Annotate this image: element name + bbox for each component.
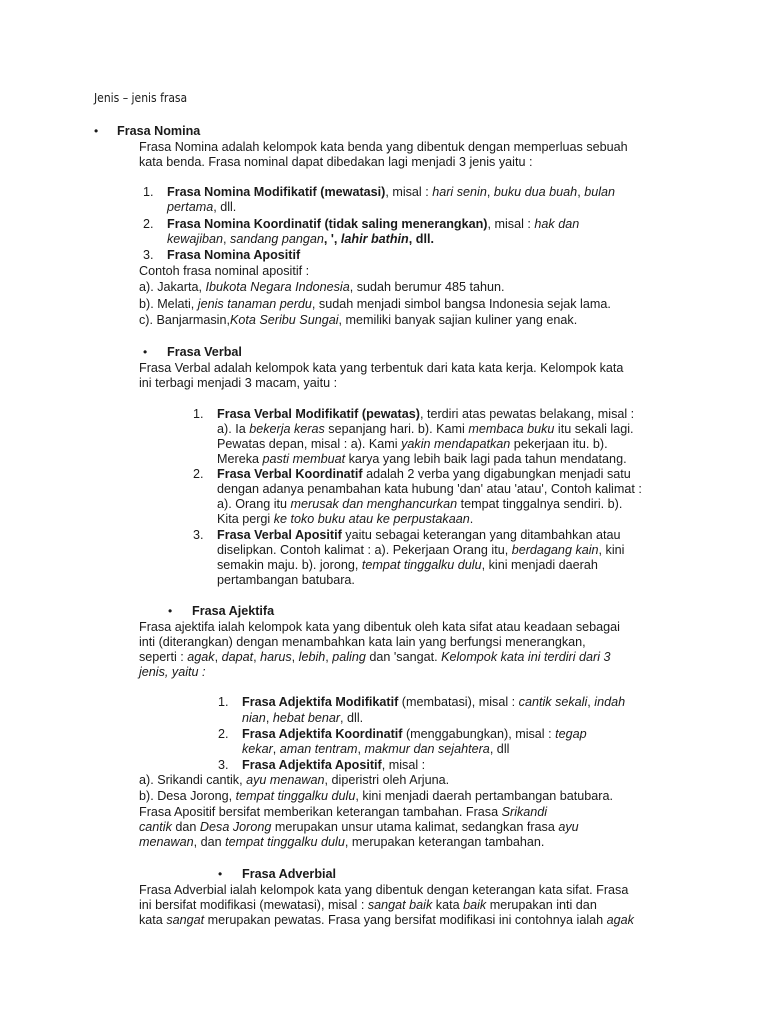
paragraph-line: jenis, yaitu :	[139, 665, 206, 679]
paragraph-line: kata sangat merupakan pewatas. Frasa yang bersifat modifikasi ini contohnya ialah agak	[139, 913, 634, 927]
paragraph-line: kata benda. Frasa nominal dapat dibedakan lagi menjadi 3 jenis yaitu :	[139, 155, 533, 169]
example-line: c). Banjarmasin,Kota Seribu Sungai, memiliki banyak sajian kuliner yang enak.	[139, 313, 578, 327]
list-number: 1.	[193, 407, 204, 421]
paragraph-line: Frasa Nomina adalah kelompok kata benda yang dibentuk dengan memperluas sebuah	[139, 140, 628, 154]
list-item: Frasa Verbal Modifikatif (pewatas), terdiri atas pewatas belakang, misal :	[217, 407, 635, 421]
list-item-continuation: diselipkan. Contoh kalimat : a). Pekerjaan Orang itu, berdagang kain, kini	[217, 543, 625, 557]
list-item-continuation: kewajiban, sandang pangan, ', lahir bathin, dll.	[167, 232, 434, 246]
paragraph-line: Frasa Verbal adalah kelompok kata yang terbentuk dari kata kata kerja. Kelompok kata	[139, 361, 624, 375]
paragraph-line: seperti : agak, dapat, harus, lebih, paling dan 'sangat. Kelompok kata ini terdiri dari 3	[139, 650, 611, 664]
paragraph-line: inti (diterangkan) dengan menambahkan kata lain yang berfungsi menerangkan,	[139, 635, 586, 649]
paragraph-line: Frasa ajektifa ialah kelompok kata yang dibentuk oleh kata sifat atau keadaan sebagai	[139, 620, 620, 634]
bullet-icon: •	[218, 867, 223, 881]
section-heading-nomina: Frasa Nomina	[117, 124, 201, 138]
list-item-continuation: Kita pergi ke toko buku atau ke perpustakaan.	[217, 512, 474, 526]
list-item-continuation: dengan adanya penambahan kata hubung 'dan' atau 'atau', Contoh kalimat :	[217, 482, 642, 496]
paragraph-line: ini bersifat modifikasi (mewatasi), misal : sangat baik kata baik merupakan inti dan	[139, 898, 597, 912]
list-item: Frasa Verbal Apositif yaitu sebagai keterangan yang ditambahkan atau	[217, 528, 621, 542]
list-item-continuation: pertambangan batubara.	[217, 573, 355, 587]
list-item: Frasa Adjektifa Koordinatif (menggabungkan), misal : tegap	[242, 727, 587, 741]
paragraph-line: menawan, dan tempat tinggalku dulu, merupakan keterangan tambahan.	[139, 835, 545, 849]
list-number: 1.	[218, 695, 229, 709]
bullet-icon: •	[143, 345, 148, 359]
list-item: Frasa Nomina Apositif	[167, 248, 301, 262]
list-item: Frasa Verbal Koordinatif adalah 2 verba yang digabungkan menjadi satu	[217, 467, 631, 481]
paragraph-line: Frasa Apositif bersifat memberikan keterangan tambahan. Frasa Srikandi	[139, 805, 548, 819]
list-item-continuation: kekar, aman tentram, makmur dan sejahtera, dll	[242, 742, 510, 756]
example-line: a). Srikandi cantik, ayu menawan, diperistri oleh Arjuna.	[139, 773, 450, 787]
list-item: Frasa Adjektifa Modifikatif (membatasi), misal : cantik sekali, indah	[242, 695, 626, 709]
example-line: b). Melati, jenis tanaman perdu, sudah menjadi simbol bangsa Indonesia sejak lama.	[139, 297, 611, 311]
section-heading-verbal: Frasa Verbal	[167, 345, 242, 359]
list-number: 1.	[143, 185, 154, 199]
section-heading-ajektifa: Frasa Ajektifa	[192, 604, 275, 618]
list-item: Frasa Adjektifa Apositif, misal :	[242, 758, 426, 772]
list-item-continuation: Mereka pasti membuat karya yang lebih baik lagi pada tahun mendatang.	[217, 452, 627, 466]
bullet-icon: •	[94, 124, 99, 138]
paragraph-line: Contoh frasa nominal apositif :	[139, 264, 310, 278]
list-item: Frasa Nomina Koordinatif (tidak saling menerangkan), misal : hak dan	[167, 217, 580, 231]
bullet-icon: •	[168, 604, 173, 618]
list-item: Frasa Nomina Modifikatif (mewatasi), misal : hari senin, buku dua buah, bulan	[167, 185, 616, 199]
list-number: 2.	[218, 727, 229, 741]
list-number: 3.	[218, 758, 229, 772]
list-number: 2.	[143, 217, 154, 231]
paragraph-line: Frasa Adverbial ialah kelompok kata yang dibentuk dengan keterangan kata sifat. Frasa	[139, 883, 629, 897]
list-item-continuation: a). Orang itu merusak dan menghancurkan tempat tinggalnya sendiri. b).	[217, 497, 623, 511]
list-number: 2.	[193, 467, 204, 481]
document-title: Jenis – jenis frasa	[94, 91, 188, 105]
paragraph-line: cantik dan Desa Jorong merupakan unsur utama kalimat, sedangkan frasa ayu	[139, 820, 579, 834]
list-item-continuation: a). Ia bekerja keras sepanjang hari. b). Kami membaca buku itu sekali lagi.	[217, 422, 634, 436]
section-heading-adverbial: Frasa Adverbial	[242, 867, 337, 881]
list-number: 3.	[143, 248, 154, 262]
list-number: 3.	[193, 528, 204, 542]
list-item-continuation: pertama, dll.	[167, 200, 237, 214]
list-item-continuation: nian, hebat benar, dll.	[242, 711, 364, 725]
list-item-continuation: Pewatas depan, misal : a). Kami yakin mendapatkan pekerjaan itu. b).	[217, 437, 608, 451]
list-item-continuation: semakin maju. b). jorong, tempat tinggalku dulu, kini menjadi daerah	[217, 558, 598, 572]
example-line: a). Jakarta, Ibukota Negara Indonesia, sudah berumur 485 tahun.	[139, 280, 505, 294]
example-line: b). Desa Jorong, tempat tinggalku dulu, kini menjadi daerah pertambangan batubara.	[139, 789, 613, 803]
paragraph-line: ini terbagi menjadi 3 macam, yaitu :	[139, 376, 338, 390]
